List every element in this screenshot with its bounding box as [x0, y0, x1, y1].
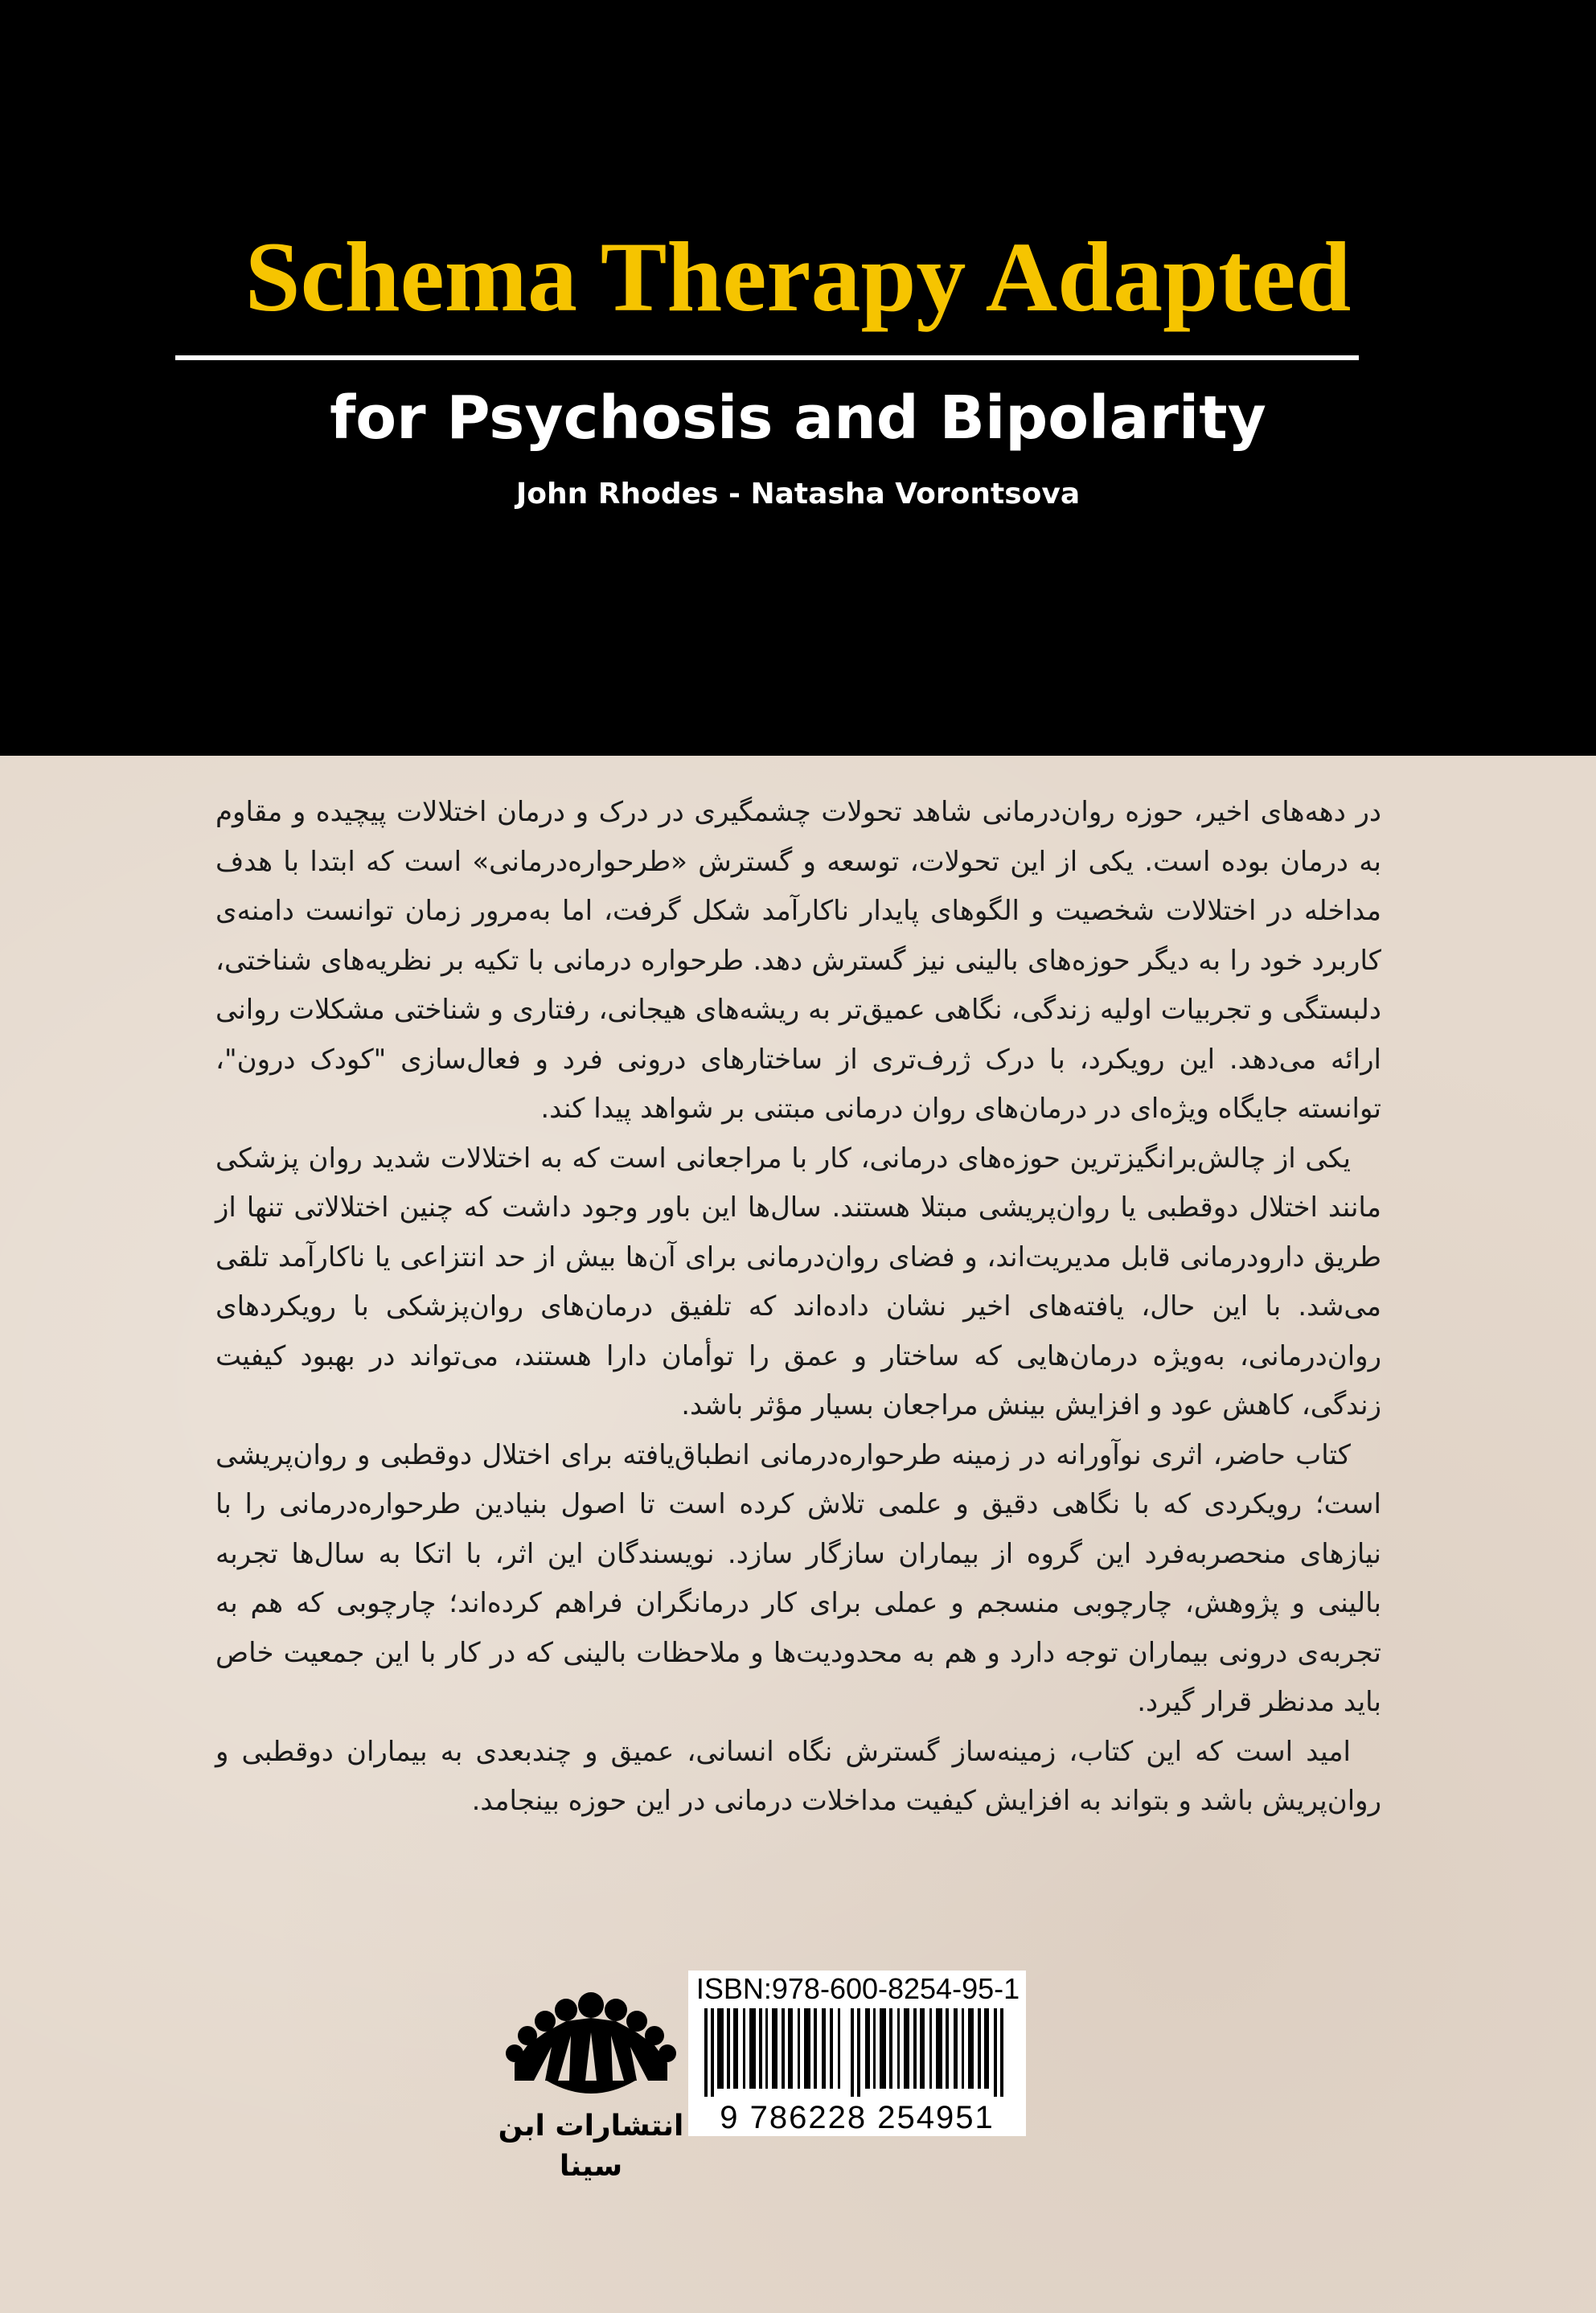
publisher-name: انتشارات ابن سینا: [498, 2110, 684, 2183]
description-paragraph: در دهه‌های اخیر، حوزه روان‌درمانی شاهد تحولات چشمگیری در درک و درمان اختلالات پیچیده و مقاوم به درمان بوده است. یکی از این تحولات، توسعه و گسترش «طرحواره‌درمانی» است که ابتدا با هدف مداخله در اختلالات شخصیت و الگوهای پایدار ناکارآمد شکل گرفت، اما به‌مرور زمان توانست دامنه‌ی کاربرد خود را به دیگر حوزه‌های بالینی نیز گسترش دهد. طرحواره درمانی با تکیه بر نظریه‌های شناختی، دلبستگی و تجربیات اولیه زندگی، نگاهی عمیق‌تر به ریشه‌های هیجانی، رفتاری و شناختی مشکلات روانی ارائه می‌دهد. این رویکرد، با درک ژرف‌تری از ساختارهای درونی فرد و فعال‌سازی "کودک درون"، توانسته جایگاه ویژه‌ای در درمان‌های روان درمانی مبتنی بر شواهد پیدا کند.: [215, 796, 1381, 1125]
title-divider: [175, 355, 1359, 360]
description-paragraph: امید است که این کتاب، زمینه‌ساز گسترش نگاه انسانی، عمیق و چندبعدی به بیماران دوقطبی و روان‌پریش باشد و بتواند به افزایش کیفیت مداخلات درمانی در این حوزه بینجامد.: [215, 1735, 1381, 1817]
cover-top-panel: [0, 0, 1596, 756]
barcode-digits: 9 786228 254951: [720, 2100, 995, 2135]
isbn-label: ISBN:978-600-8254-95-1: [695, 1972, 1020, 2005]
barcode-icon: [704, 2008, 1010, 2097]
description-paragraph: یکی از چالش‌برانگیزترین حوزه‌های درمانی، کار با مراجعانی است که به اختلالات شدید روان پزشکی مانند اختلال دوقطبی یا روان‌پریشی مبتلا هستند. سال‌ها این باور وجود داشت که چنین اختلالاتی تنها از طریق دارودرمانی قابل مدیریت‌اند، و فضای روان‌درمانی برای آن‌ها بیش از حد انتزاعی یا ناکارآمد تلقی می‌شد. با این حال، یافته‌های اخیر نشان داده‌اند که تلفیق درمان‌های روان‌پزشکی با رویکردهای روان‌درمانی، به‌ویژه درمان‌هایی که ساختار و عمق را توأمان دارا هستند، می‌تواند در بهبود کیفیت زندگی، کاهش عود و افزایش بینش مراجعان بسیار مؤثر باشد.: [215, 1142, 1381, 1421]
book-subtitle: for Psychosis and Bipolarity: [330, 383, 1266, 453]
book-title: Schema Therapy Adapted: [244, 222, 1352, 332]
book-authors: John Rhodes - Natasha Vorontsova: [515, 478, 1081, 511]
shell-fan-logo-icon: [498, 1986, 683, 2106]
description-paragraph: کتاب حاضر، اثری نوآورانه در زمینه طرحواره‌درمانی انطباق‌یافته برای اختلال دوقطبی و روان‌پریشی است؛ رویکردی که با نگاهی دقیق و علمی تلاش کرده است تا اصول بنیادین طرحواره‌درمانی را با نیازهای منحصربه‌فرد این گروه از بیماران سازگار سازد. نویسندگان این اثر، با اتکا به سال‌ها تجربه بالینی و پژوهش، چارچوبی منسجم و عملی برای کار درمانگران فراهم کرده‌اند؛ چارچوبی که هم به تجربه‌ی درونی بیماران توجه دارد و هم به محدودیت‌ها و ملاحظات بالینی که در کار با این جمعیت خاص باید مدنظر قرار گیرد.: [215, 1438, 1381, 1718]
book-description: [215, 788, 1381, 1827]
